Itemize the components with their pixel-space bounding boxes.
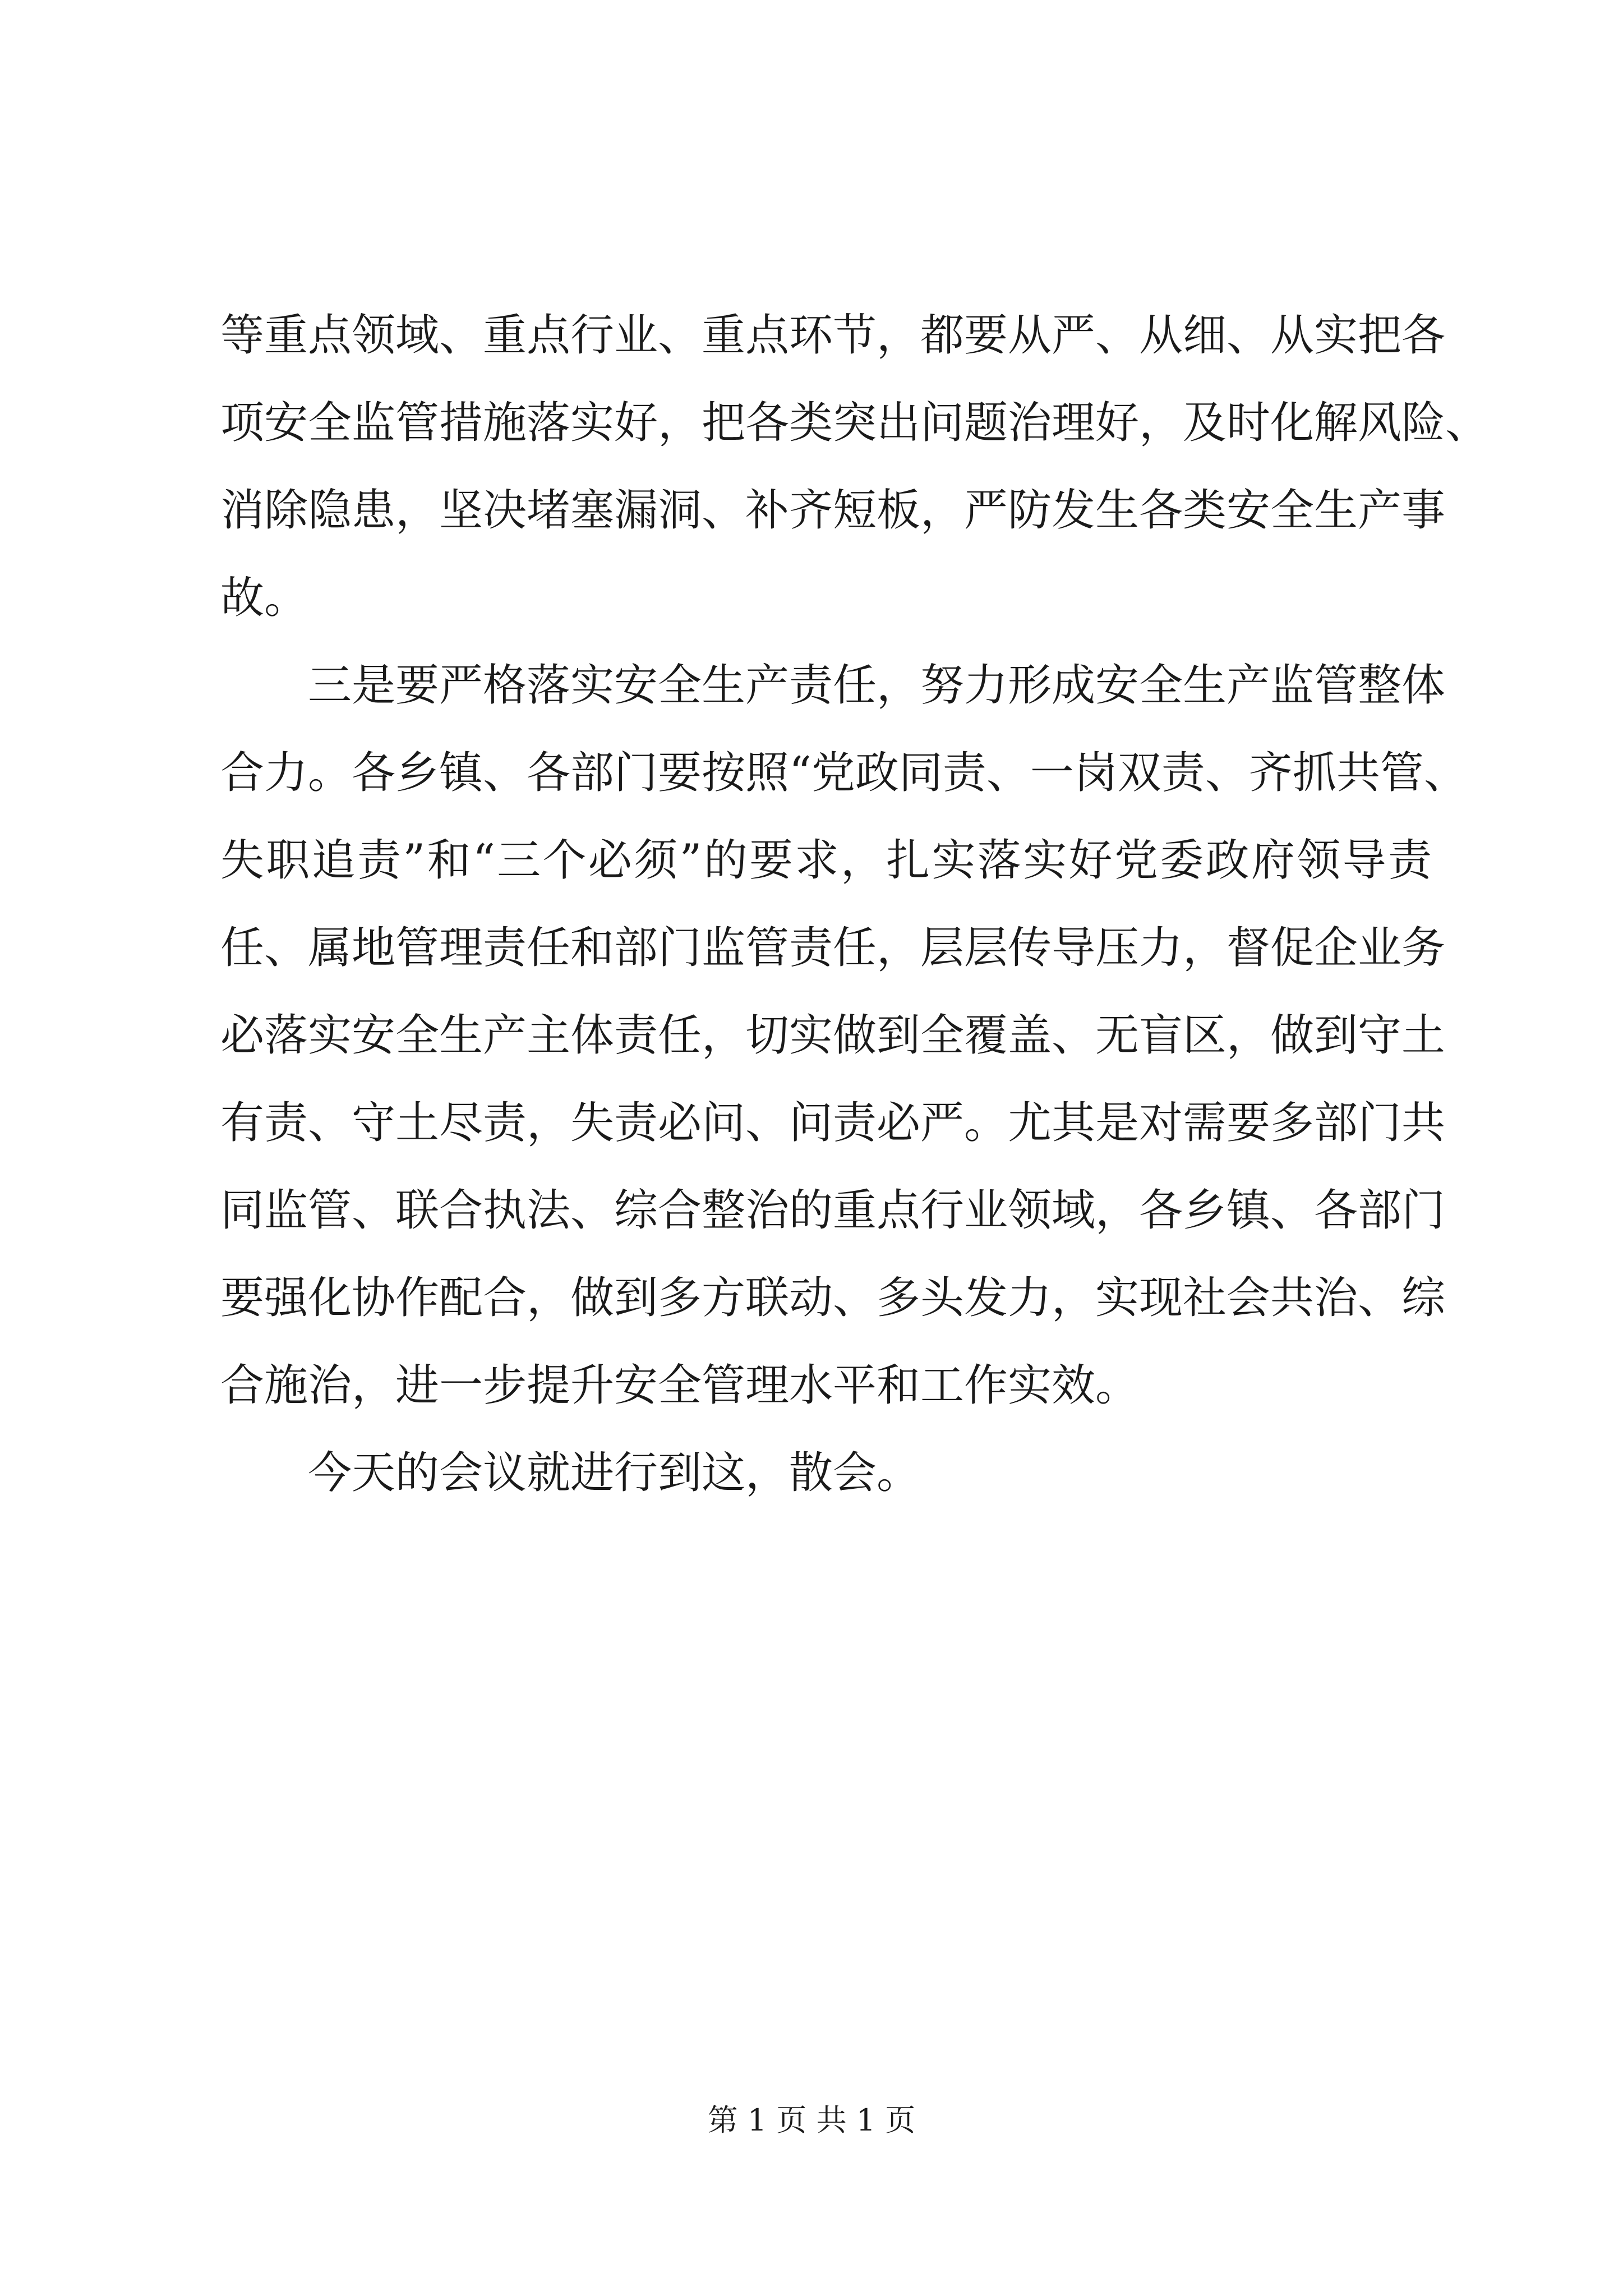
text-line: 必落实安全生产主体责任，切实做到全覆盖、无盲区，做到守土 <box>220 1010 1446 1061</box>
text-line: 消除隐患，坚决堵塞漏洞、补齐短板，严防发生各类安全生产事 <box>220 485 1446 536</box>
text-line: 合施治，进一步提升安全管理水平和工作实效。 <box>220 1360 1140 1411</box>
text-line: 三是要严格落实安全生产责任，努力形成安全生产监管整体 <box>308 660 1446 711</box>
document-body <box>220 292 1490 1517</box>
paragraph <box>220 1429 1432 1517</box>
page-number-label: 第 1 页 共 1 页 <box>707 2102 916 2138</box>
text-line: 任、属地管理责任和部门监管责任，层层传导压力，督促企业务 <box>220 923 1446 973</box>
paragraph <box>220 642 1468 1429</box>
text-line: 故。 <box>220 573 308 623</box>
text-line: 失职追责”和“三个必须”的要求，扎实落实好党委政府领导责 <box>220 835 1432 886</box>
text-line: 同监管、联合执法、综合整治的重点行业领域，各乡镇、各部门 <box>220 1185 1446 1236</box>
text-line: 要强化协作配合，做到多方联动、多头发力，实现社会共治、综 <box>220 1273 1446 1323</box>
paragraph <box>220 292 1490 642</box>
text-line: 等重点领域、重点行业、重点环节，都要从严、从细、从实把各 <box>220 310 1446 361</box>
text-line: 今天的会议就进行到这，散会。 <box>308 1448 921 1498</box>
page-footer <box>0 2101 1623 2140</box>
text-line: 有责、守土尽责，失责必问、问责必严。尤其是对需要多部门共 <box>220 1098 1446 1148</box>
text-line: 项安全监管措施落实好，把各类突出问题治理好，及时化解风险、 <box>220 398 1490 448</box>
text-line: 合力。各乡镇、各部门要按照“党政同责、一岗双责、齐抓共管、 <box>220 748 1468 798</box>
